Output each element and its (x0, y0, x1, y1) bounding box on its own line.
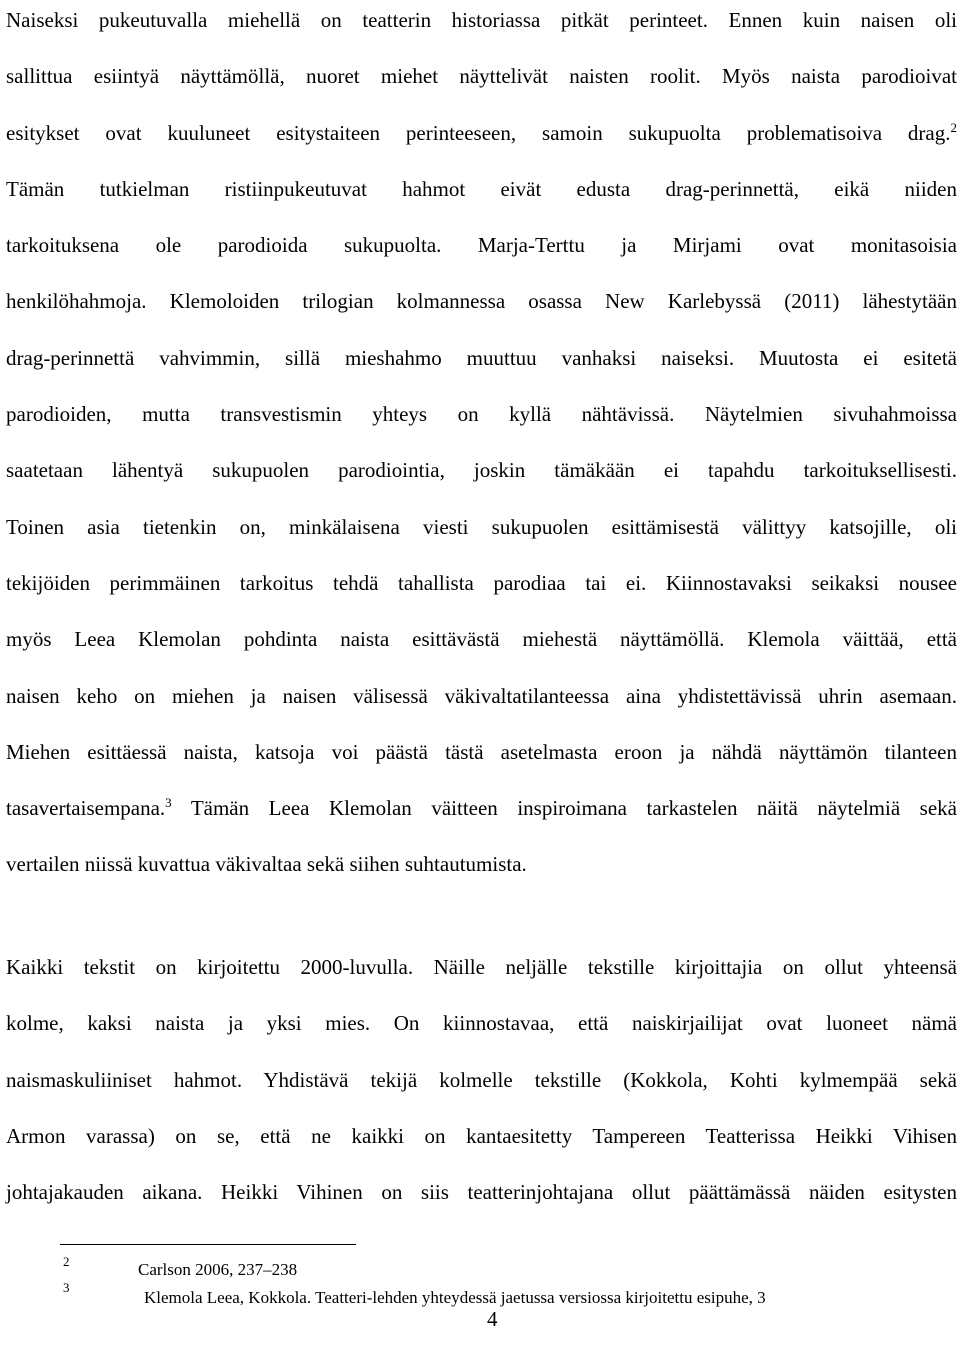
text-line: kolme, kaksi naista ja yksi mies. On kiinnostavaa, että naiskirjailijat ovat luoneet nämä (6, 1011, 957, 1036)
text-line: Toinen asia tietenkin on, minkälaisena viesti sukupuolen esittämisestä välittyy katsojille, oli (6, 514, 957, 539)
text-line: parodioiden, mutta transvestismin yhteys on kyllä nähtävissä. Näytelmien sivuhahmoissa (6, 402, 957, 427)
text-line: naisen keho on miehen ja naisen välisessä väkivaltatilanteessa aina yhdistettävissä uhrin asemaan. (6, 683, 957, 708)
text-line: tarkoituksena ole parodioida sukupuolta. Marja-Terttu ja Mirjami ovat monitasoisia (6, 233, 957, 258)
text-line: henkilöhahmoja. Klemoloiden trilogian kolmannessa osassa New Karlebyssä (2011) lähestytään (6, 289, 957, 314)
text-line: tekijöiden perimmäinen tarkoitus tehdä tahallista parodiaa tai ei. Kiinnostavaksi seikaksi nousee (6, 570, 957, 595)
footnote-text: Carlson 2006, 237–238 (138, 1260, 298, 1279)
text-segment: tasavertaisempana. (6, 796, 166, 821)
text-line-with-footnote-ref (6, 105, 957, 161)
text-line: sallittua esiintyä näyttämöllä, nuoret miehet näyttelivät naisten roolit. Myös naista parodioivat (6, 64, 957, 89)
footnote-number: 2 (63, 1254, 70, 1269)
text-segment: Tämän Leea Klemolan väitteen inspiroimana tarkastelen näitä näytelmiä sekä (171, 796, 957, 821)
text-line: vertailen niissä kuvattua väkivaltaa sekä siihen suhtautumista. (6, 852, 527, 877)
footnote-separator (60, 1244, 356, 1245)
text-line: Naiseksi pukeutuvalla miehellä on teatterin historiassa pitkät perinteet. Ennen kuin naisen oli (6, 8, 957, 32)
body-paragraph-2 (6, 939, 957, 1220)
text-segment: esitykset ovat kuuluneet esitystaiteen perinteeseen, samoin sukupuolta problematisoiva drag. (6, 120, 951, 145)
footnote-text: Klemola Leea, Kokkola. Teatteri-lehden yhteydessä jaetussa versiossa kirjoitettu esipuhe, 3 (144, 1288, 766, 1307)
footnote-ref-3: 3 (165, 795, 172, 811)
text-line: Miehen esittäessä naista, katsoja voi päästä tästä asetelmasta eroon ja nähdä näyttämön tilanteen (6, 739, 957, 764)
text-line: myös Leea Klemolan pohdinta naista esittävästä miehestä näyttämöllä. Klemola väittää, että (6, 627, 957, 652)
text-line: Armon varassa) on se, että ne kaikki on kantaesitetty Tampereen Teatterissa Heikki Vihisen (6, 1123, 957, 1148)
text-line: naismaskuliiniset hahmot. Yhdistävä tekijä kolmelle tekstille (Kokkola, Kohti kylmempää sekä (6, 1067, 957, 1092)
text-line: saatetaan lähentyä sukupuolen parodiointia, joskin tämäkään ei tapahdu tarkoituksellisesti. (6, 458, 957, 483)
text-line: Kaikki tekstit on kirjoitettu 2000-luvulla. Näille neljälle tekstille kirjoittajia on ollut yhteensä (6, 955, 957, 979)
footnote-ref-2: 2 (950, 119, 957, 135)
text-line: johtajakauden aikana. Heikki Vihinen on siis teatterinjohtajana ollut päättämässä näiden esitysten (6, 1180, 957, 1205)
page-number: 4 (487, 1307, 498, 1331)
text-line: drag-perinnettä vahvimmin, sillä mieshahmo muuttuu vanhaksi naiseksi. Muutosta ei esitetä (6, 345, 957, 370)
footnote-number: 3 (63, 1280, 70, 1295)
text-line-with-footnote-ref (6, 780, 957, 836)
text-line: Tämän tutkielman ristiinpukeutuvat hahmot eivät edusta drag-perinnettä, eikä niiden (6, 176, 957, 201)
body-paragraph-1 (6, 0, 957, 893)
